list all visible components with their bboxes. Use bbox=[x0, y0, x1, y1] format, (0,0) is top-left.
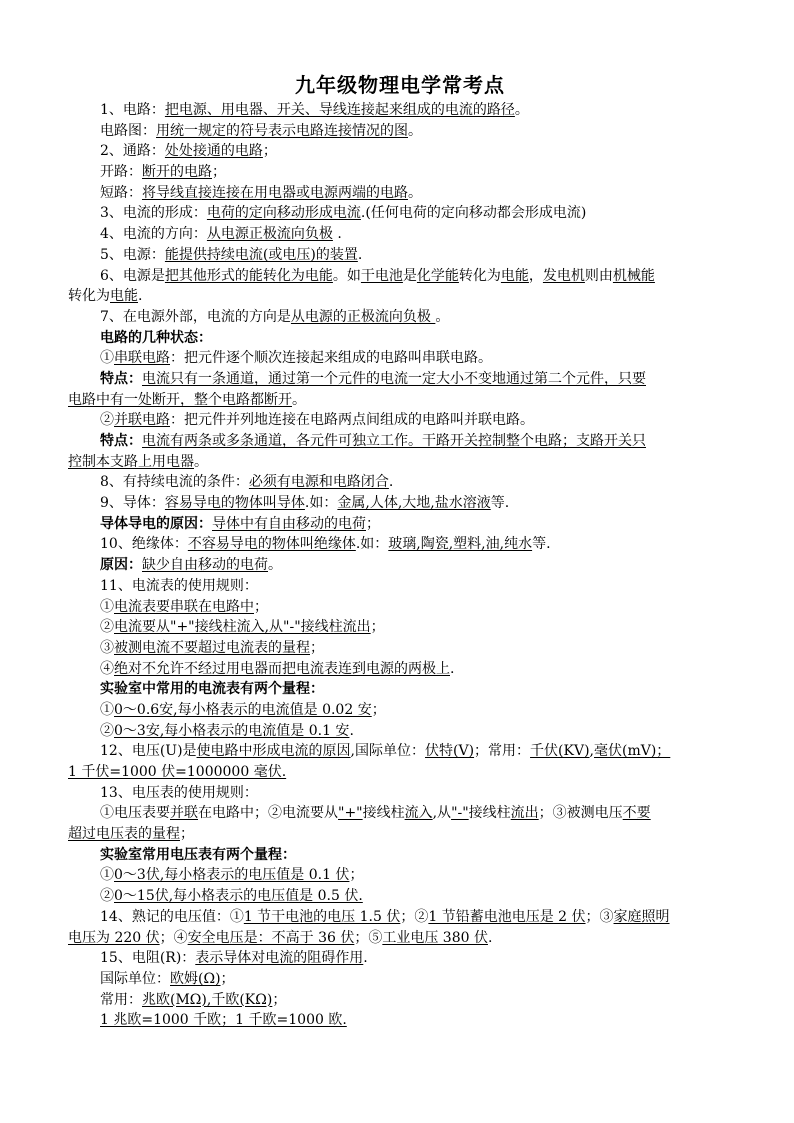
text-line bbox=[68, 576, 732, 597]
underlined-text: 玻璃,陶瓷,塑料,油,纯水 bbox=[388, 536, 533, 553]
plain-text: 15、电阻(R)： bbox=[100, 950, 196, 967]
plain-text: . bbox=[357, 246, 363, 263]
underlined-text: 0～3安,每小格表示的电流值是 0.1 安 bbox=[114, 722, 350, 739]
underlined-text: 0～15伏,每小格表示的电压值是 0.5 伏. bbox=[114, 888, 363, 905]
plain-text: ② bbox=[100, 888, 114, 905]
plain-text: ：把元件并列地连接在电路两点间组成的电路叫并联电路。 bbox=[170, 412, 534, 429]
text-line bbox=[68, 452, 732, 473]
plain-text: 11、电流表的使用规则： bbox=[100, 577, 258, 594]
plain-text: ； bbox=[254, 598, 268, 615]
text-line bbox=[68, 203, 732, 224]
plain-text: 则由 bbox=[584, 267, 613, 284]
text-line bbox=[68, 845, 732, 866]
document-page bbox=[68, 70, 732, 1031]
text-line bbox=[68, 824, 732, 845]
text-line bbox=[68, 328, 732, 349]
plain-text: 8、有持续电流的条件： bbox=[100, 474, 249, 491]
underlined-text: 千伏(KV) bbox=[530, 743, 590, 760]
text-line bbox=[68, 762, 732, 783]
text-line bbox=[68, 617, 732, 638]
plain-text: ； bbox=[366, 515, 380, 532]
underlined-text: 电流有两条或多条通道，各元件可独立工作。干路开关控制整个电路；支路开关只 bbox=[142, 433, 646, 449]
plain-text: . bbox=[332, 226, 342, 243]
plain-text: ； bbox=[370, 619, 385, 636]
underlined-text: "-" bbox=[451, 805, 469, 822]
underlined-text: 把电源、用电器、开关、导线连接起来组成的电流的路径 bbox=[164, 102, 515, 118]
plain-text: 常用： bbox=[100, 991, 142, 1008]
page-title: 九年级物理电学常考点 bbox=[295, 73, 505, 97]
plain-text: ① bbox=[100, 701, 114, 718]
plain-text: 接线柱 bbox=[468, 805, 511, 822]
underlined-text: 控制本支路上用电器 bbox=[68, 453, 194, 470]
underlined-text: 工业电压 380 伏 bbox=[382, 929, 488, 946]
text-line bbox=[68, 348, 732, 369]
underlined-text: 流入 bbox=[404, 805, 433, 822]
underlined-text: 用统一规定的符号表示电路连接情况的图 bbox=[156, 122, 408, 139]
text-line bbox=[68, 100, 732, 121]
bold-heading-text: 原因： bbox=[100, 557, 142, 574]
text-line bbox=[68, 307, 732, 328]
plain-text: 12、电压(U)是 bbox=[100, 743, 197, 760]
plain-text: 转化为 bbox=[458, 267, 501, 284]
text-line bbox=[68, 390, 732, 411]
plain-text: ； bbox=[371, 701, 386, 718]
underlined-text: 电荷的定向移动形成电流 bbox=[206, 205, 361, 222]
underlined-text: 干电池 bbox=[360, 267, 403, 284]
bold-heading-text: 实验室中常用的电流表有两个量程： bbox=[100, 681, 324, 698]
plain-text: 是 bbox=[402, 267, 417, 284]
plain-text: ； bbox=[220, 970, 235, 987]
underlined-text: 不要 bbox=[622, 805, 651, 822]
plain-text: ② bbox=[100, 619, 114, 636]
text-line bbox=[68, 141, 732, 162]
plain-text: . bbox=[450, 660, 455, 677]
plain-text: ④ bbox=[100, 660, 114, 677]
plain-text: ； bbox=[262, 143, 277, 160]
text-line bbox=[68, 410, 732, 431]
text-line bbox=[68, 638, 732, 659]
underlined-text: 化学能 bbox=[416, 267, 459, 284]
plain-text: 。 bbox=[435, 308, 450, 325]
underlined-text: 被测电流不要超过电流表的量程 bbox=[114, 639, 310, 656]
underlined-text: 处处接通的电路 bbox=[164, 143, 263, 160]
plain-text: 7、在电源外部，电流的方向是 bbox=[100, 308, 291, 325]
underlined-text: 0～0.6安,每小格表示的电流值是 0.02 安 bbox=[114, 701, 372, 718]
plain-text: . bbox=[349, 722, 354, 739]
text-line bbox=[68, 659, 732, 680]
plain-text: 。 bbox=[194, 453, 208, 470]
plain-text: 。 bbox=[268, 557, 282, 574]
plain-text: ；常用： bbox=[474, 743, 531, 760]
plain-text: ； bbox=[272, 991, 287, 1008]
text-line bbox=[68, 597, 732, 618]
underlined-text: 家庭照明 bbox=[613, 908, 670, 925]
underlined-text: 电流要从"+"接线柱流入,从"-"接线柱流出 bbox=[114, 619, 371, 636]
text-line bbox=[68, 266, 732, 287]
plain-text: 6、电源是 bbox=[100, 267, 165, 284]
plain-text: 开路： bbox=[100, 164, 142, 181]
plain-text: . bbox=[388, 474, 394, 491]
text-line bbox=[68, 803, 732, 824]
underlined-text: 能提供持续电流(或电压)的装置 bbox=[164, 246, 358, 263]
plain-text: 。 bbox=[292, 391, 306, 408]
underlined-text: 1 千伏=1000 伏=1000000 毫伏. bbox=[68, 764, 287, 780]
plain-text: ① bbox=[100, 867, 114, 884]
underlined-text: 电能 bbox=[110, 288, 138, 305]
underlined-text: 从电源正极流向负极 bbox=[206, 226, 333, 243]
text-line bbox=[68, 907, 732, 928]
plain-text: 等. bbox=[490, 495, 510, 512]
plain-text: ；⑤ bbox=[354, 929, 383, 946]
text-line bbox=[68, 990, 732, 1011]
underlined-text: 电压为 220 伏 bbox=[68, 929, 160, 946]
plain-text: ③ bbox=[100, 639, 114, 656]
plain-text: ,从 bbox=[432, 805, 452, 822]
plain-text: ① bbox=[100, 598, 114, 615]
plain-text: 14、熟记的电压值：① bbox=[100, 908, 244, 925]
text-line bbox=[68, 162, 732, 183]
plain-text: ① bbox=[100, 350, 114, 367]
underlined-text: 兆欧(MΩ),千欧(KΩ) bbox=[142, 991, 273, 1008]
underlined-text: 发电机 bbox=[542, 267, 585, 284]
text-line bbox=[68, 783, 732, 804]
text-line bbox=[68, 245, 732, 266]
text-line bbox=[68, 1010, 732, 1031]
plain-text: .如： bbox=[355, 536, 389, 553]
underlined-text: 电路中有一处断开，整个电路都断开 bbox=[68, 391, 292, 408]
plain-text: 1、电路： bbox=[100, 102, 165, 118]
underlined-text: 0～3伏,每小格表示的电压值是 0.1 伏 bbox=[114, 867, 350, 884]
plain-text: ； bbox=[180, 826, 194, 843]
underlined-text: 电能 bbox=[500, 267, 529, 284]
plain-text: ② bbox=[100, 412, 114, 429]
text-line bbox=[68, 472, 732, 493]
underlined-text: 超过电压表的量程 bbox=[68, 826, 180, 843]
plain-text: 2、通路： bbox=[100, 143, 165, 160]
underlined-text: 毫伏(mV)； bbox=[594, 743, 671, 760]
underlined-text: 绝对不允许不经过用电器而把电流表连到电源的两极上 bbox=[114, 660, 450, 677]
plain-text: ①电压表要 bbox=[100, 805, 170, 822]
plain-text: 短路： bbox=[100, 184, 142, 201]
plain-text: 13、电压表的使用规则： bbox=[100, 784, 258, 801]
text-line bbox=[68, 121, 732, 142]
plain-text: 电路图： bbox=[100, 122, 156, 139]
plain-text: ：把元件逐个顺次连接起来组成的电路叫串联电路。 bbox=[170, 350, 492, 367]
plain-text: 5、电源： bbox=[100, 246, 165, 263]
text-line bbox=[68, 721, 732, 742]
plain-text: 转化为 bbox=[68, 288, 110, 305]
bold-heading-text: 特点： bbox=[100, 433, 142, 449]
underlined-text: 必须有电源和电路闭合 bbox=[248, 474, 389, 491]
text-line bbox=[68, 183, 732, 204]
underlined-text: 表示导体对电流的阻碍作用 bbox=[195, 950, 364, 967]
plain-text: 接线柱 bbox=[362, 805, 405, 822]
underlined-text: 电流只有一条通道，通过第一个元件的电流一定大小不变地通过第二个元件，只要 bbox=[142, 370, 646, 387]
underlined-text: 缺少自由移动的电荷 bbox=[142, 557, 268, 574]
bold-heading-text: 电路的几种状态： bbox=[100, 329, 212, 346]
text-line bbox=[68, 534, 732, 555]
plain-text: 。如 bbox=[332, 267, 361, 284]
underlined-text: 机械能 bbox=[612, 267, 655, 284]
plain-text: 。 bbox=[514, 102, 529, 118]
plain-text: ， bbox=[528, 267, 543, 284]
underlined-text: 金属,人体,大地,盐水溶液 bbox=[337, 495, 491, 512]
text-line bbox=[68, 679, 732, 700]
text-line bbox=[68, 928, 732, 949]
underlined-text: 欧姆(Ω) bbox=[170, 970, 221, 987]
text-line bbox=[68, 969, 732, 990]
plain-text: .(任何电荷的定向移动都会形成电流) bbox=[360, 205, 587, 222]
plain-text: ； bbox=[310, 639, 324, 656]
text-line bbox=[68, 514, 732, 535]
plain-text: ,国际单位： bbox=[350, 743, 425, 760]
underlined-text: 将导线直接连接在用电器或电源两端的电路 bbox=[142, 184, 408, 201]
plain-text: ；④ bbox=[159, 929, 188, 946]
underlined-text: 容易导电的物体叫导体 bbox=[164, 495, 305, 512]
underlined-text: 并联 bbox=[170, 805, 198, 822]
underlined-text: 断开的电路 bbox=[142, 164, 212, 181]
underlined-text: 不容易导电的物体叫绝缘体 bbox=[187, 536, 356, 553]
plain-text: 4、电流的方向： bbox=[100, 226, 207, 243]
plain-text: . bbox=[363, 950, 368, 967]
text-line bbox=[68, 431, 732, 452]
underlined-text: 把其他形式的能转化为电能 bbox=[164, 267, 333, 284]
plain-text: ；② bbox=[400, 908, 429, 925]
underlined-text: 电流表要串联在电路中 bbox=[114, 598, 254, 615]
plain-text: 国际单位： bbox=[100, 970, 170, 987]
plain-text: 3、电流的形成： bbox=[100, 205, 207, 222]
underlined-text: 并联电路 bbox=[114, 412, 170, 429]
plain-text: ； bbox=[349, 867, 364, 884]
plain-text: 。 bbox=[408, 122, 422, 139]
bold-heading-text: 实验室常用电压表有两个量程： bbox=[100, 846, 296, 863]
underlined-text: "+" bbox=[338, 805, 363, 822]
plain-text: . bbox=[487, 929, 493, 946]
text-line bbox=[68, 224, 732, 245]
underlined-text: 使电路中形成电流的原因 bbox=[196, 743, 351, 760]
plain-text: 等. bbox=[532, 536, 551, 553]
text-line bbox=[68, 286, 732, 307]
document-body bbox=[68, 100, 732, 1031]
plain-text: 。 bbox=[408, 184, 422, 201]
plain-text: ；③ bbox=[585, 908, 614, 925]
underlined-text: 串联电路 bbox=[114, 350, 170, 367]
text-line bbox=[68, 741, 732, 762]
underlined-text: 1 节干电池的电压 1.5 伏 bbox=[243, 908, 401, 925]
text-line bbox=[68, 555, 732, 576]
text-line bbox=[68, 886, 732, 907]
plain-text: ② bbox=[100, 722, 114, 739]
plain-text: . bbox=[138, 288, 143, 305]
bold-heading-text: 特点： bbox=[100, 370, 142, 387]
text-line bbox=[68, 948, 732, 969]
underlined-text: 伏特(V) bbox=[425, 743, 475, 760]
underlined-text: 安全电压是：不高于 36 伏 bbox=[187, 929, 355, 946]
bold-heading-text: 导体导电的原因： bbox=[100, 515, 212, 532]
underlined-text: 1 节铅蓄电池电压是 2 伏 bbox=[428, 908, 586, 925]
underlined-text: 从电源的正极流向负极 bbox=[290, 308, 436, 325]
text-line bbox=[68, 700, 732, 721]
text-line bbox=[68, 865, 732, 886]
text-line bbox=[68, 369, 732, 390]
underlined-text: 1 兆欧=1000 千欧；1 千欧=1000 欧. bbox=[100, 1012, 347, 1029]
plain-text: 10、绝缘体： bbox=[100, 536, 188, 553]
plain-text: ； bbox=[212, 164, 226, 181]
plain-text: 9、导体： bbox=[100, 495, 165, 512]
underlined-text: 流出 bbox=[510, 805, 539, 822]
underlined-text: 导体中有自由移动的电荷 bbox=[212, 515, 366, 532]
plain-text: , bbox=[589, 743, 594, 760]
plain-text: ；③被测电压 bbox=[538, 805, 623, 822]
plain-text: 在电路中；②电流要从 bbox=[198, 805, 338, 822]
plain-text: .如： bbox=[304, 495, 338, 512]
text-line bbox=[68, 493, 732, 514]
